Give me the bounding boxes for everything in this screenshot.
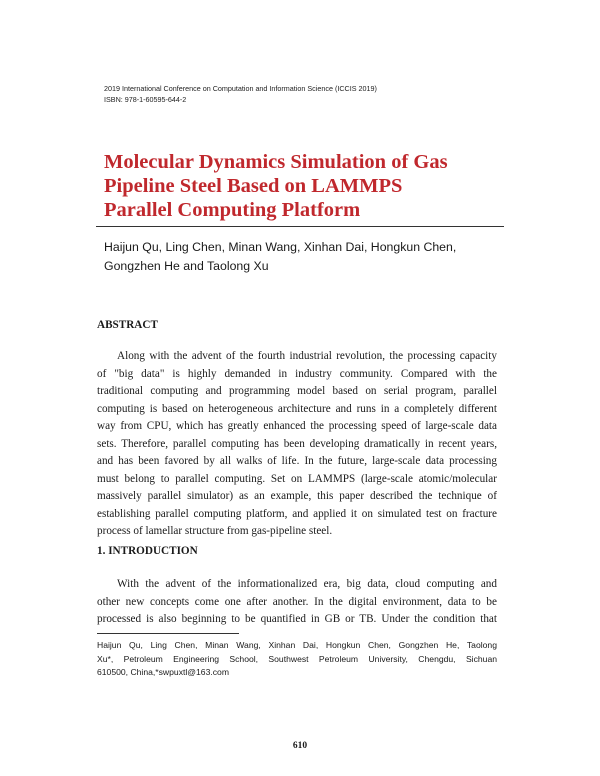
- abstract-line: way from CPU, which has greatly enhanced the processing speed of large-scale data: [97, 420, 497, 432]
- title-line: Parallel Computing Platform: [104, 199, 361, 221]
- footnote-divider: [97, 633, 239, 634]
- abstract-line: must belong to parallel computing. Set on LAMMPS (large-scale atomic/molecular: [97, 472, 497, 485]
- introduction-heading: 1. INTRODUCTION: [97, 545, 198, 557]
- introduction-line: With the advent of the informationalized era, big data, cloud computing and: [117, 578, 497, 590]
- footnote-line: Xu*, Petroleum Engineering School, Southwest Petroleum University, Chengdu, Sichuan: [97, 653, 497, 664]
- author-list: [104, 238, 514, 276]
- abstract-heading: ABSTRACT: [97, 319, 158, 331]
- footnote-line: 610500, China,*swpuxtl@163.com: [97, 667, 229, 677]
- conference-header: [104, 84, 377, 105]
- isbn: ISBN: 978-1-60595-644-2: [104, 94, 187, 104]
- introduction-line: processed is also beginning to be quantified in GB or TB. Under the condition that: [97, 613, 497, 625]
- introduction-line: other new concepts come one after another. In the digital environment, data to be: [97, 595, 497, 608]
- abstract-line: sets. Therefore, parallel computing has been developing dramatically in recent years,: [97, 437, 497, 450]
- author-footnote: [97, 639, 497, 680]
- abstract-line: massively parallel simulator) as an example, this paper described the technique of: [97, 490, 497, 502]
- abstract-line: of "big data" is highly demanded in industry community. Compared with the: [97, 367, 497, 380]
- author-line: Gongzhen He and Taolong Xu: [104, 259, 269, 273]
- abstract-body: [97, 348, 497, 541]
- page-number: 610: [292, 741, 308, 751]
- abstract-line: traditional computing and programming model based on serial program, parallel: [97, 385, 497, 397]
- abstract-line: establishing parallel computing platform, and applied it on simulated test on fracture: [97, 507, 497, 520]
- abstract-line: process of lamellar structure from gas-pipeline steel.: [97, 525, 333, 537]
- footnote-line: Haijun Qu, Ling Chen, Minan Wang, Xinhan Dai, Hongkun Chen, Gongzhen He, Taolong: [97, 640, 497, 650]
- paper-title: [104, 150, 524, 222]
- abstract-line: computing is based on heterogeneous architecture and runs in a completely different: [97, 402, 497, 415]
- author-line: Haijun Qu, Ling Chen, Minan Wang, Xinhan Dai, Hongkun Chen,: [104, 240, 457, 254]
- title-line: Molecular Dynamics Simulation of Gas: [104, 151, 448, 173]
- title-divider: [96, 226, 504, 227]
- conference-name: 2019 International Conference on Computation and Information Science (ICCIS 2019): [104, 84, 377, 93]
- abstract-line: and has been favored by all walks of life. In the future, large-scale data processing: [97, 455, 497, 467]
- introduction-body: [97, 576, 497, 629]
- title-line: Pipeline Steel Based on LAMMPS: [104, 175, 403, 197]
- abstract-line: Along with the advent of the fourth industrial revolution, the processing capacity: [117, 350, 497, 362]
